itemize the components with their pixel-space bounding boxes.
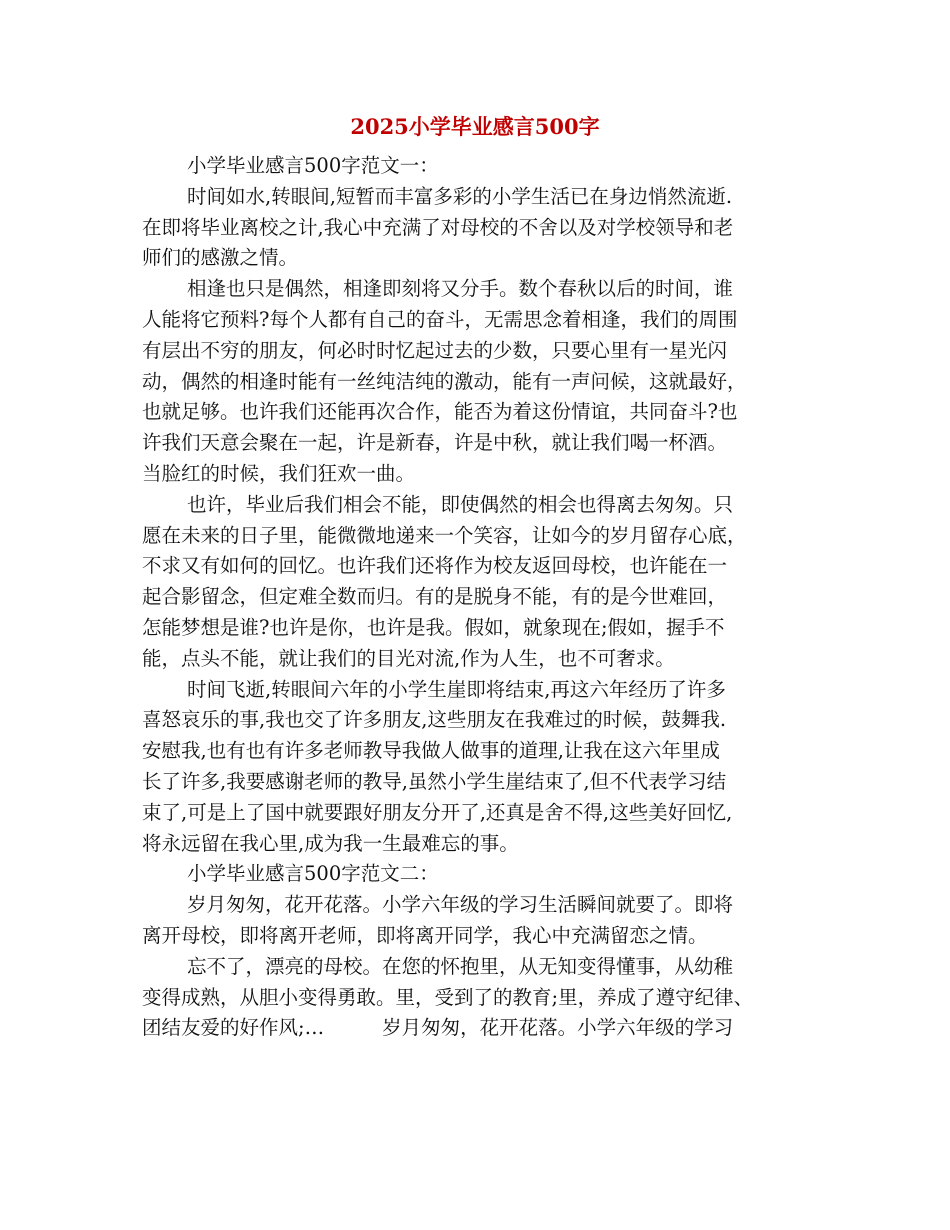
text-line-content: 动，偶然的相逢时能有一丝纯洁纯的激动，能有一声问候，这就最好，	[142, 369, 747, 393]
text-line-content: 时间飞逝,转眼间六年的小学生崖即将结束,再这六年经历了许多	[187, 677, 726, 701]
text-line-content: 忘不了，漂亮的母校。在您的怀抱里，从无知变得懂事，从幼稚	[187, 954, 734, 978]
text-line	[142, 613, 810, 644]
text-line-content: 能，点头不能，就让我们的目光对流,作为人生，也不可奢求。	[142, 646, 675, 670]
text-line	[142, 921, 810, 952]
text-line	[142, 274, 810, 305]
text-line	[142, 859, 810, 890]
text-line-content: 在即将毕业离校之计,我心中充满了对母校的不舍以及对学校领导和老	[142, 215, 734, 239]
text-line-content: 也许，毕业后我们相会不能，即使偶然的相会也得离去匆匆。只	[187, 492, 734, 516]
text-line-content: 离开母校，即将离开老师，即将离开同学，我心中充满留恋之情。	[142, 923, 708, 947]
text-line	[142, 767, 810, 798]
text-line-content: 怎能梦想是谁?也许是你，也许是我。假如，就象现在;假如，握手不	[142, 615, 725, 639]
text-line	[142, 490, 810, 521]
text-line	[142, 1013, 810, 1044]
text-line-content: 起合影留念，但定难全数而归。有的是脱身不能，有的是今世难回，	[142, 585, 728, 609]
text-line	[142, 551, 810, 582]
text-line	[142, 336, 810, 367]
text-line-content: 将永远留在我心里,成为我一生最难忘的事。	[142, 831, 519, 855]
text-line	[142, 675, 810, 706]
document-title: 2025小学毕业感言500字	[350, 114, 600, 139]
text-line	[142, 644, 810, 675]
text-line-content: 岁月匆匆，花开花落。小学六年级的学习生活瞬间就要了。即将	[187, 893, 734, 917]
text-line	[142, 705, 810, 736]
text-line-content: 也就足够。也许我们还能再次合作，能否为着这份情谊，共同奋斗?也	[142, 400, 738, 424]
document-body	[142, 151, 810, 1044]
text-line-content: 当脸红的时候，我们狂欢一曲。	[142, 461, 416, 485]
text-line-content: 有层出不穷的朋友，何必时时忆起过去的少数，只要心里有一星光闪	[142, 338, 728, 362]
text-line	[142, 890, 810, 921]
text-line-content: 团结友爱的好作风;…	[142, 1016, 325, 1040]
text-line-content: 许我们天意会聚在一起，许是新春，许是中秋，就让我们喝一杯酒。	[142, 431, 728, 455]
text-line	[142, 798, 810, 829]
text-line	[142, 305, 810, 336]
text-line-content: 变得成熟，从胆小变得勇敢。里，受到了的教育;里，养成了遵守纪律、	[142, 985, 754, 1009]
text-line-content: 小学毕业感言500字范文二：	[187, 862, 439, 886]
text-line	[142, 829, 810, 860]
text-line	[142, 243, 810, 274]
text-line-continuation: 岁月匆匆，花开花落。小学六年级的学习	[382, 1016, 734, 1040]
text-line	[142, 736, 810, 767]
text-line-content: 长了许多,我要感谢老师的教导,虽然小学生崖结束了,但不代表学习结	[142, 769, 727, 793]
text-line-content: 师们的感激之情。	[142, 246, 299, 270]
text-line	[142, 952, 810, 983]
text-line-content: 时间如水,转眼间,短暂而丰富多彩的小学生活已在身边悄然流逝.	[187, 184, 733, 208]
text-line-content: 喜怒哀乐的事,我也交了许多朋友,这些朋友在我难过的时候，鼓舞我.	[142, 708, 727, 732]
text-line	[142, 983, 810, 1014]
text-line-content: 不求又有如何的回忆。也许我们还将作为校友返回母校，也许能在一	[142, 554, 728, 578]
text-line	[142, 521, 810, 552]
text-line-content: 安慰我,也有也有许多老师教导我做人做事的道理,让我在这六年里成	[142, 739, 720, 763]
text-line	[142, 397, 810, 428]
text-line	[142, 428, 810, 459]
text-line	[142, 367, 810, 398]
text-line-content: 相逢也只是偶然，相逢即刻将又分手。数个春秋以后的时间，谁	[187, 277, 734, 301]
text-line	[142, 459, 810, 490]
text-line	[142, 213, 810, 244]
text-line	[142, 582, 810, 613]
text-line-content: 束了,可是上了国中就要跟好朋友分开了,还真是舍不得,这些美好回忆,	[142, 800, 733, 824]
text-line-content: 愿在未来的日子里，能微微地递来一个笑容，让如今的岁月留存心底，	[142, 523, 747, 547]
text-line-content: 人能将它预料?每个人都有自己的奋斗，无需思念着相逢，我们的周围	[142, 307, 738, 331]
text-line	[142, 182, 810, 213]
text-line-content: 小学毕业感言500字范文一：	[187, 154, 439, 177]
text-line	[142, 151, 810, 182]
